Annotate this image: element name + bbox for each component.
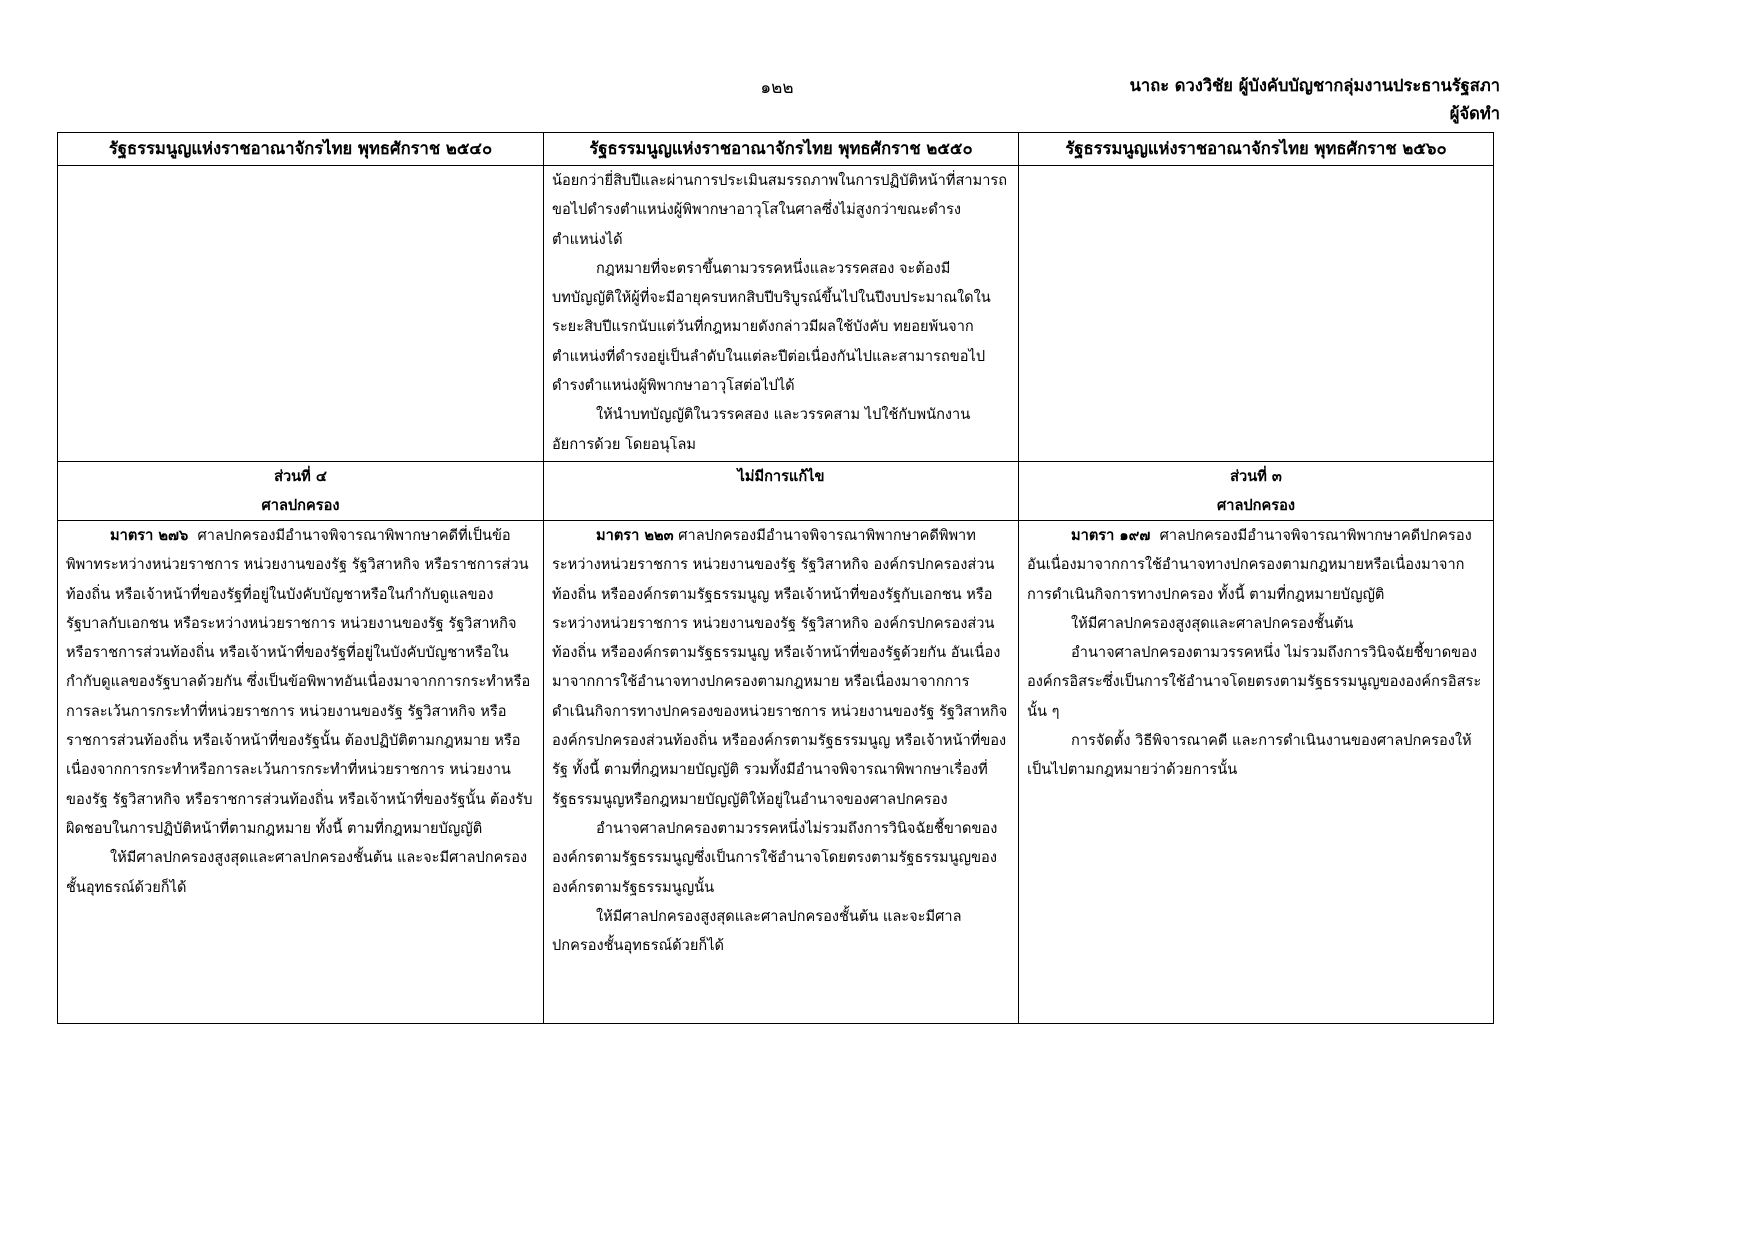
page-number: ๑๒๒ xyxy=(760,78,794,98)
paragraph xyxy=(1027,521,1485,609)
paragraph: อำนาจศาลปกครองตามวรรคหนึ่ง ไม่รวมถึงการวินิจฉัยชี้ขาดขององค์กรอิสระซึ่งเป็นการใช้อำนาจโดยตรงตามรัฐธรรมนูญขององค์กรอิสระนั้น ๆ xyxy=(1027,644,1482,720)
table-row-continuation xyxy=(58,166,1494,462)
cell-2560-main xyxy=(1019,521,1494,1024)
table-row-main xyxy=(58,521,1494,1024)
paragraph: ให้มีศาลปกครองสูงสุดและศาลปกครองชั้นต้น และจะมีศาลปกครองชั้นอุทธรณ์ด้วยก็ได้ xyxy=(66,849,528,896)
paragraph-text: ศาลปกครองมีอำนาจพิจารณาพิพากษาคดีพิพาทระหว่างหน่วยราชการ หน่วยงานของรัฐ รัฐวิสาหกิจ องค์กรปกครองส่วนท้องถิ่น หรือองค์กรตามรัฐธรรมนูญ หรือเจ้าหน้าที่ของรัฐกับเอกชน หรือระหว่างหน่วยราชการ หน่วยงานของรัฐ รัฐวิสาหกิจ องค์กรปกครองส่วนท้องถิ่น หรือองค์กรตามรัฐธรรมนูญ หรือเจ้าหน้าที่ของรัฐด้วยกัน อันเนื่องมาจากการใช้อำนาจทางปกครองตามกฎหมาย หรือเนื่องมาจากการดำเนินกิจการทางปกครองของหน่วยราชการ หน่วยงานของรัฐ รัฐวิสาหกิจ องค์กรปกครองส่วนท้องถิ่น หรือองค์กรตามรัฐธรรมนูญ หรือเจ้าหน้าที่ของรัฐ ทั้งนี้ ตามที่กฎหมายบัญญัติ รวมทั้งมีอำนาจพิจารณาพิพากษาเรื่องที่รัฐธรรมนูญหรือกฎหมายบัญญัติให้อยู่ในอำนาจของศาลปกครอง xyxy=(552,527,1008,808)
paragraph: น้อยกว่ายี่สิบปีและผ่านการประเมินสมรรถภาพในการปฏิบัติหน้าที่สามารถขอไปดำรงตำแหน่งผู้พิพากษาอาวุโสในศาลซึ่งไม่สูงกว่าขณะดำรงตำแหน่งได้ xyxy=(552,172,1008,248)
section-subtitle: ศาลปกครอง xyxy=(1217,497,1295,514)
cell-2550-continuation xyxy=(544,166,1019,462)
cell-2540-continuation xyxy=(58,166,544,462)
cell-2540-section xyxy=(58,462,544,521)
cell-2550-section xyxy=(544,462,1019,521)
paragraph-text: ศาลปกครองมีอำนาจพิจารณาพิพากษาคดีที่เป็นข้อพิพาทระหว่างหน่วยราชการ หน่วยงานของรัฐ รัฐวิสาหกิจ หรือราชการส่วนท้องถิ่น หรือเจ้าหน้าที่ของรัฐที่อยู่ในบังคับบัญชาหรือในกำกับดูแลของรัฐบาลกับเอกชน หรือระหว่างหน่วยราชการ หน่วยงานของรัฐ รัฐวิสาหกิจ หรือราชการส่วนท้องถิ่น หรือเจ้าหน้าที่ของรัฐที่อยู่ในบังคับบัญชาหรือในกำกับดูแลของรัฐบาลด้วยกัน ซึ่งเป็นข้อพิพาทอันเนื่องมาจากการกระทำหรือการละเว้นการกระทำที่หน่วยราชการ หน่วยงานของรัฐ รัฐวิสาหกิจ หรือราชการส่วนท้องถิ่น หรือเจ้าหน้าที่ของรัฐนั้น ต้องปฏิบัติตามกฎหมาย หรือเนื่องจากการกระทำหรือการละเว้นการกระทำที่หน่วยราชการ หน่วยงานของรัฐ รัฐวิสาหกิจ หรือราชการส่วนท้องถิ่น หรือเจ้าหน้าที่ของรัฐนั้น ต้องรับผิดชอบในการปฏิบัติหน้าที่ตามกฎหมาย ทั้งนี้ ตามที่กฎหมายบัญญัติ xyxy=(66,527,533,837)
author-line: นาถะ ดวงวิชัย ผู้บังคับบัญชากลุ่มงานประธานรัฐสภา xyxy=(1129,76,1500,95)
section-title: ส่วนที่ ๔ xyxy=(274,468,327,485)
column-header-2550: รัฐธรรมนูญแห่งราชอาณาจักรไทย พุทธศักราช ๒๕๕๐ xyxy=(544,133,1019,166)
paragraph xyxy=(552,521,1010,814)
section-number: มาตรา ๒๗๖ xyxy=(110,527,189,544)
paragraph: การจัดตั้ง วิธีพิจารณาคดี และการดำเนินงานของศาลปกครองให้เป็นไปตามกฎหมายว่าด้วยการนั้น xyxy=(1027,732,1472,779)
paragraph xyxy=(66,521,535,843)
paragraph-text: ศาลปกครองมีอำนาจพิจารณาพิพากษาคดีปกครองอันเนื่องมาจากการใช้อำนาจทางปกครองตามกฎหมายหรือเนื่องมาจากการดำเนินกิจการทางปกครอง ทั้งนี้ ตามที่กฎหมายบัญญัติ xyxy=(1027,527,1472,603)
paragraph: ให้นำบทบัญญัติในวรรคสอง และวรรคสาม ไปใช้กับพนักงานอัยการด้วย โดยอนุโลม xyxy=(552,406,971,453)
table-row-section-heading xyxy=(58,462,1494,521)
section-subtitle: ศาลปกครอง xyxy=(261,497,340,514)
column-header-2560: รัฐธรรมนูญแห่งราชอาณาจักรไทย พุทธศักราช ๒๕๖๐ xyxy=(1019,133,1494,166)
author-block xyxy=(1130,72,1500,128)
cell-2560-continuation xyxy=(1019,166,1494,462)
column-header-2540: รัฐธรรมนูญแห่งราชอาณาจักรไทย พุทธศักราช ๒๕๔๐ xyxy=(58,133,544,166)
section-title: ส่วนที่ ๓ xyxy=(1230,468,1282,485)
section-number: มาตรา ๑๙๗ xyxy=(1071,527,1151,544)
paragraph: อำนาจศาลปกครองตามวรรคหนึ่งไม่รวมถึงการวินิจฉัยชี้ขาดขององค์กรตามรัฐธรรมนูญซึ่งเป็นการใช้อำนาจโดยตรงตามรัฐธรรมนูญขององค์กรตามรัฐธรรมนูญนั้น xyxy=(552,819,998,896)
paragraph: ให้มีศาลปกครองสูงสุดและศาลปกครองชั้นต้น xyxy=(1071,614,1354,632)
no-amendment-label: ไม่มีการแก้ไข xyxy=(737,468,825,485)
cell-2550-main xyxy=(544,521,1019,1024)
author-role: ผู้จัดทำ xyxy=(1449,104,1500,123)
paragraph: ให้มีศาลปกครองสูงสุดและศาลปกครองชั้นต้น และจะมีศาลปกครองชั้นอุทธรณ์ด้วยก็ได้ xyxy=(552,907,962,955)
section-number: มาตรา ๒๒๓ xyxy=(596,527,674,544)
paragraph: กฎหมายที่จะตราขึ้นตามวรรคหนึ่งและวรรคสอง จะต้องมีบทบัญญัติให้ผู้ที่จะมีอายุครบหกสิบปีบริบูรณ์ขึ้นไปในปีงบประมาณใดในระยะสิบปีแรกนับแต่วันที่กฎหมายดังกล่าวมีผลใช้บังคับ ทยอยพ้นจากตำแหน่งที่ดำรงอยู่เป็นลำดับในแต่ละปีต่อเนื่องกันไปและสามารถขอไปดำรงตำแหน่งผู้พิพากษาอาวุโสต่อไปได้ xyxy=(552,259,991,395)
cell-2560-section xyxy=(1019,462,1494,521)
comparison-table xyxy=(57,132,1494,1024)
table-header-row xyxy=(58,133,1494,166)
cell-2540-main xyxy=(58,521,544,1024)
